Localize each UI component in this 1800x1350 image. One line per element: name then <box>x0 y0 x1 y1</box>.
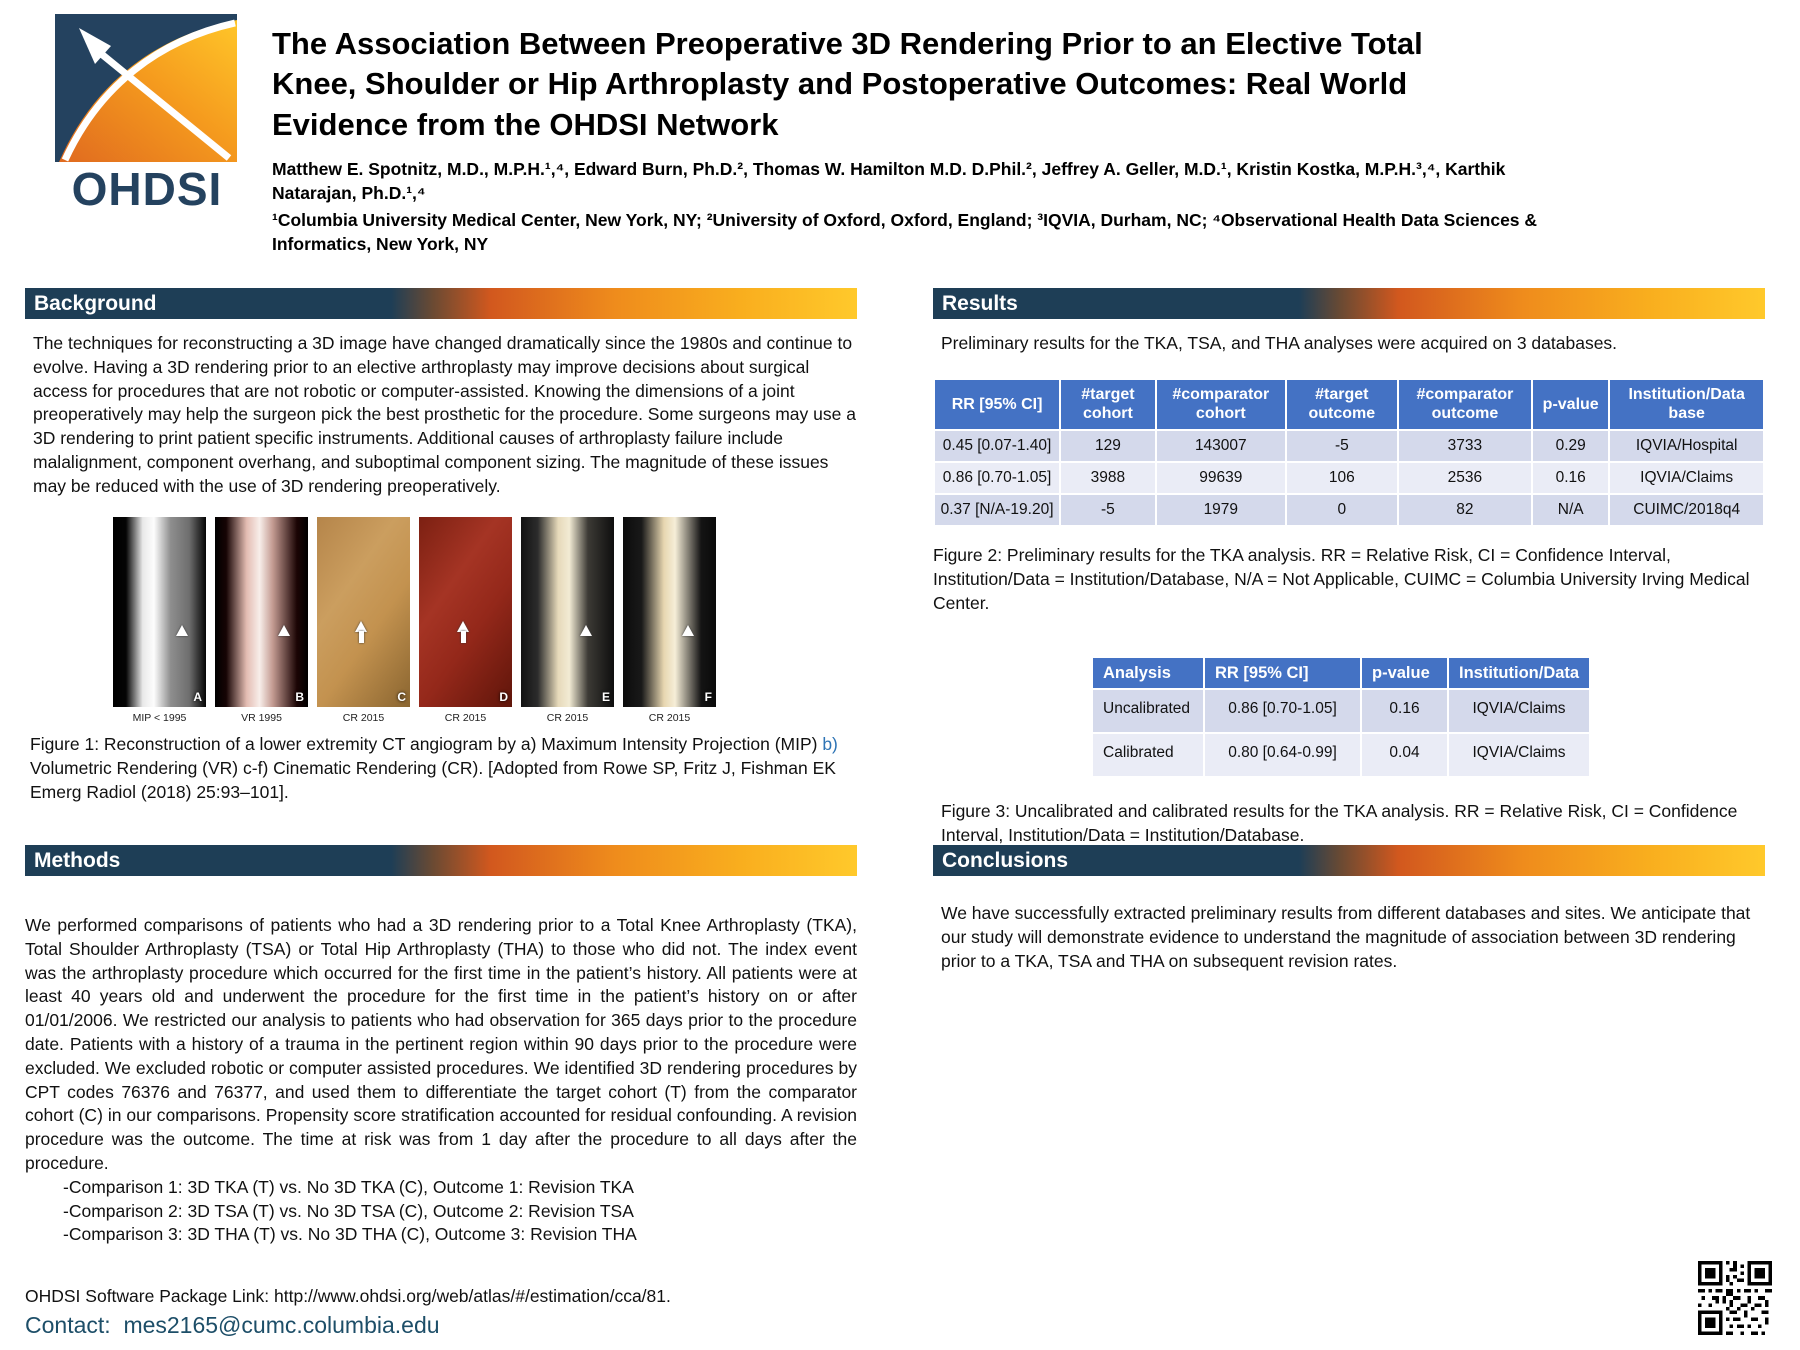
cell: 129 <box>1061 431 1155 461</box>
figure1-panel-d <box>419 517 512 707</box>
authors-line: Matthew E. Spotnitz, M.D., M.P.H.¹,⁴, Edward Burn, Ph.D.², Thomas W. Hamilton M.D. D.Phil.², Jeffrey A. Geller, M.D.¹, Kristin Kostka, M.P.H.³,⁴, Karthik Natarajan, Ph.D.¹,⁴ <box>272 158 1506 204</box>
panel-sublabel: CR 2015 <box>342 711 385 724</box>
cell: 3988 <box>1061 463 1155 493</box>
figure1-caption-blue-b: b) <box>822 733 838 754</box>
col-header: #target outcome <box>1287 380 1397 429</box>
contact-line <box>25 1312 440 1339</box>
calibration-table-header-row <box>1093 658 1589 688</box>
cell: 0.86 [0.70-1.05] <box>1205 690 1360 732</box>
title-line-1: The Association Between Preoperative 3D Rendering Prior to an Elective Total <box>272 26 1423 61</box>
conclusions-body: We have successfully extracted preliminary results from different databases and sites. We anticipate that our study will demonstrate evidence to understand the magnitude of association between 3D rendering prior to a TKA, TSA and THA on subsequent revision rates. <box>941 903 1751 971</box>
cell: IQVIA/Hospital <box>1610 431 1763 461</box>
panel-letter: F <box>704 689 712 704</box>
arrowhead-icon <box>278 625 290 636</box>
cell: IQVIA/Claims <box>1449 690 1589 732</box>
cell: N/A <box>1533 495 1608 525</box>
figure1-caption <box>25 733 857 805</box>
page-title <box>272 24 1567 145</box>
title-block <box>272 24 1567 257</box>
figure1 <box>113 517 721 724</box>
methods-body: We performed comparisons of patients who had a 3D rendering prior to a Total Knee Arthroplasty (TKA), Total Shoulder Arthroplasty (TSA) or Total Hip Arthroplasty (THA) to those who did not. The index event was the arthroplasty procedure which occurred for the first time in the patient’s history. All patients were at least 40 years old and underwent the procedure for the first time in the patient’s history on or after 01/01/2006. We restricted our analysis to patients who had observation for 365 days prior to the procedure date. Patients with a history of a trauma in the pertinent region within 90 days prior to the procedure were excluded. We excluded robotic or computer assisted procedures. We identified 3D rendering procedures by CPT codes 76376 and 76377, and used them to differentiate the target cohort (T) from the comparator cohort (C) in our comparisons. Propensity score stratification accounted for residual confounding. A revision procedure was the outcome. The time at risk was from 1 day after the procedure to all days after the procedure. <box>25 915 857 1173</box>
figure1-panels <box>113 517 721 707</box>
panel-letter: B <box>295 689 304 704</box>
background-heading: Background <box>25 288 857 319</box>
col-header: RR [95% CI] <box>935 380 1059 429</box>
contact-label: Contact: <box>25 1312 111 1338</box>
title-line-2: Knee, Shoulder or Hip Arthroplasty and Postoperative Outcomes: Real World <box>272 66 1408 102</box>
methods-comparisons <box>25 1176 857 1247</box>
title-line-3: Evidence from the OHDSI Network <box>272 106 779 142</box>
cell: -5 <box>1287 431 1397 461</box>
cell: 0 <box>1287 495 1397 525</box>
panel-sublabel: CR 2015 <box>444 711 487 724</box>
methods-section <box>25 845 857 1309</box>
figure3-caption: Figure 3: Uncalibrated and calibrated results for the TKA analysis. RR = Relative Risk, CI = Confidence Interval, Institution/Data = Institution/Database. <box>941 800 1738 845</box>
cell: 2536 <box>1399 463 1531 493</box>
cell: 99639 <box>1157 463 1285 493</box>
col-header: #comparator cohort <box>1157 380 1285 429</box>
table-row <box>935 495 1763 525</box>
panel-letter: E <box>601 689 610 704</box>
cell: 0.29 <box>1533 431 1608 461</box>
figure1-panel-a <box>113 517 206 707</box>
figure1-caption-text: Volumetric Rendering (VR) c-f) Cinematic Rendering (CR). [Adopted from Rowe SP, Fritz J, Fishman EK Emerg Radiol (2018) 25:93–101]. <box>30 757 836 802</box>
figure1-caption-text: Figure 1: Reconstruction of a lower extremity CT angiogram by a) Maximum Intensity Projection (MIP) <box>30 733 823 754</box>
figure1-panel-e <box>521 517 614 707</box>
table-row <box>1093 690 1589 732</box>
table-row <box>1093 734 1589 776</box>
panel-letter: A <box>193 689 202 704</box>
figure1-panel-c <box>317 517 410 707</box>
table-row <box>935 463 1763 493</box>
results-table <box>933 378 1765 527</box>
cell: 0.37 [N/A-19.20] <box>935 495 1059 525</box>
conclusions-section <box>933 845 1765 973</box>
panel-letter: D <box>499 689 508 704</box>
arrowhead-icon <box>176 625 188 636</box>
conclusions-heading: Conclusions <box>933 845 1765 876</box>
cell: 0.45 [0.07-1.40] <box>935 431 1059 461</box>
figure1-sublabels <box>113 712 721 724</box>
results-section <box>933 288 1765 848</box>
cell: 0.80 [0.64-0.99] <box>1205 734 1360 776</box>
qr-code <box>1698 1261 1772 1335</box>
col-header: #target cohort <box>1061 380 1155 429</box>
cell: Uncalibrated <box>1093 690 1203 732</box>
results-intro: Preliminary results for the TKA, TSA, and THA analyses were acquired on 3 databases. <box>941 333 1618 353</box>
ohdsi-logo <box>55 14 239 215</box>
cell: 0.16 <box>1362 690 1447 732</box>
cell: 3733 <box>1399 431 1531 461</box>
methods-heading: Methods <box>25 845 857 876</box>
cell: 0.04 <box>1362 734 1447 776</box>
comparison-2: -Comparison 2: 3D TSA (T) vs. No 3D TSA (C), Outcome 2: Revision TSA <box>63 1200 634 1221</box>
table-row <box>935 431 1763 461</box>
comparison-1: -Comparison 1: 3D TKA (T) vs. No 3D TKA (C), Outcome 1: Revision TKA <box>63 1176 634 1197</box>
background-body: The techniques for reconstructing a 3D image have changed dramatically since the 1980s and continue to evolve. Having a 3D rendering prior to an elective arthroplasty may improve decisions about surgical access for procedures that are not robotic or computer-assisted. Knowing the dimensions of a joint preoperatively may help the surgeon pick the best prosthetic for the procedure. Some surgeons may use a 3D rendering to print patient specific instruments. Additional causes of arthroplasty failure include malalignment, component overhang, and suboptimal component sizing. The magnitude of these issues may be reduced with the use of 3D rendering preoperatively. <box>33 333 856 496</box>
col-header: #comparator outcome <box>1399 380 1531 429</box>
panel-sublabel: VR 1995 <box>241 711 282 724</box>
col-header: p-value <box>1533 380 1608 429</box>
figure1-panel-b <box>215 517 308 707</box>
cell: IQVIA/Claims <box>1449 734 1589 776</box>
cell: CUIMC/2018q4 <box>1610 495 1763 525</box>
cell: -5 <box>1061 495 1155 525</box>
col-header: Analysis <box>1093 658 1203 688</box>
cell: IQVIA/Claims <box>1610 463 1763 493</box>
contact-email: mes2165@cumc.columbia.edu <box>123 1312 440 1338</box>
ohdsi-logo-text: OHDSI <box>71 163 223 215</box>
arrowhead-icon <box>580 625 592 636</box>
panel-sublabel: CR 2015 <box>648 711 691 724</box>
col-header: RR [95% CI] <box>1205 658 1360 688</box>
cell: Calibrated <box>1093 734 1203 776</box>
cell: 106 <box>1287 463 1397 493</box>
figure2-caption: Figure 2: Preliminary results for the TKA analysis. RR = Relative Risk, CI = Confidence Interval, Institution/Data = Institution/Database, N/A = Not Applicable, CUIMC = Columbia University Irving Medical Center. <box>933 544 1750 613</box>
panel-sublabel: CR 2015 <box>546 711 589 724</box>
col-header: Institution/Data base <box>1610 380 1763 429</box>
cell: 0.86 [0.70-1.05] <box>935 463 1059 493</box>
cell: 0.16 <box>1533 463 1608 493</box>
background-section <box>25 288 857 804</box>
calibration-table <box>1091 656 1591 778</box>
software-link-line: OHDSI Software Package Link: http://www.ohdsi.org/web/atlas/#/estimation/cca/81. <box>25 1286 671 1307</box>
affiliations-line: ¹Columbia University Medical Center, New York, NY; ²University of Oxford, Oxford, England; ³IQVIA, Durham, NC; ⁴Observational Health Data Sciences & Informatics, New York, NY <box>272 209 1538 255</box>
ohdsi-logo-icon <box>55 14 237 162</box>
results-heading: Results <box>933 288 1765 319</box>
panel-sublabel: MIP < 1995 <box>132 711 187 724</box>
comparison-3: -Comparison 3: 3D THA (T) vs. No 3D THA (C), Outcome 3: Revision THA <box>63 1224 637 1245</box>
panel-letter: C <box>397 689 406 704</box>
arrowhead-icon <box>682 625 694 636</box>
cell: 143007 <box>1157 431 1285 461</box>
up-arrow-stem <box>461 631 466 643</box>
col-header: Institution/Data <box>1449 658 1589 688</box>
up-arrow-stem <box>359 631 364 643</box>
results-table-header-row <box>935 380 1763 429</box>
figure1-panel-f <box>623 517 716 707</box>
cell: 1979 <box>1157 495 1285 525</box>
cell: 82 <box>1399 495 1531 525</box>
col-header: p-value <box>1362 658 1447 688</box>
